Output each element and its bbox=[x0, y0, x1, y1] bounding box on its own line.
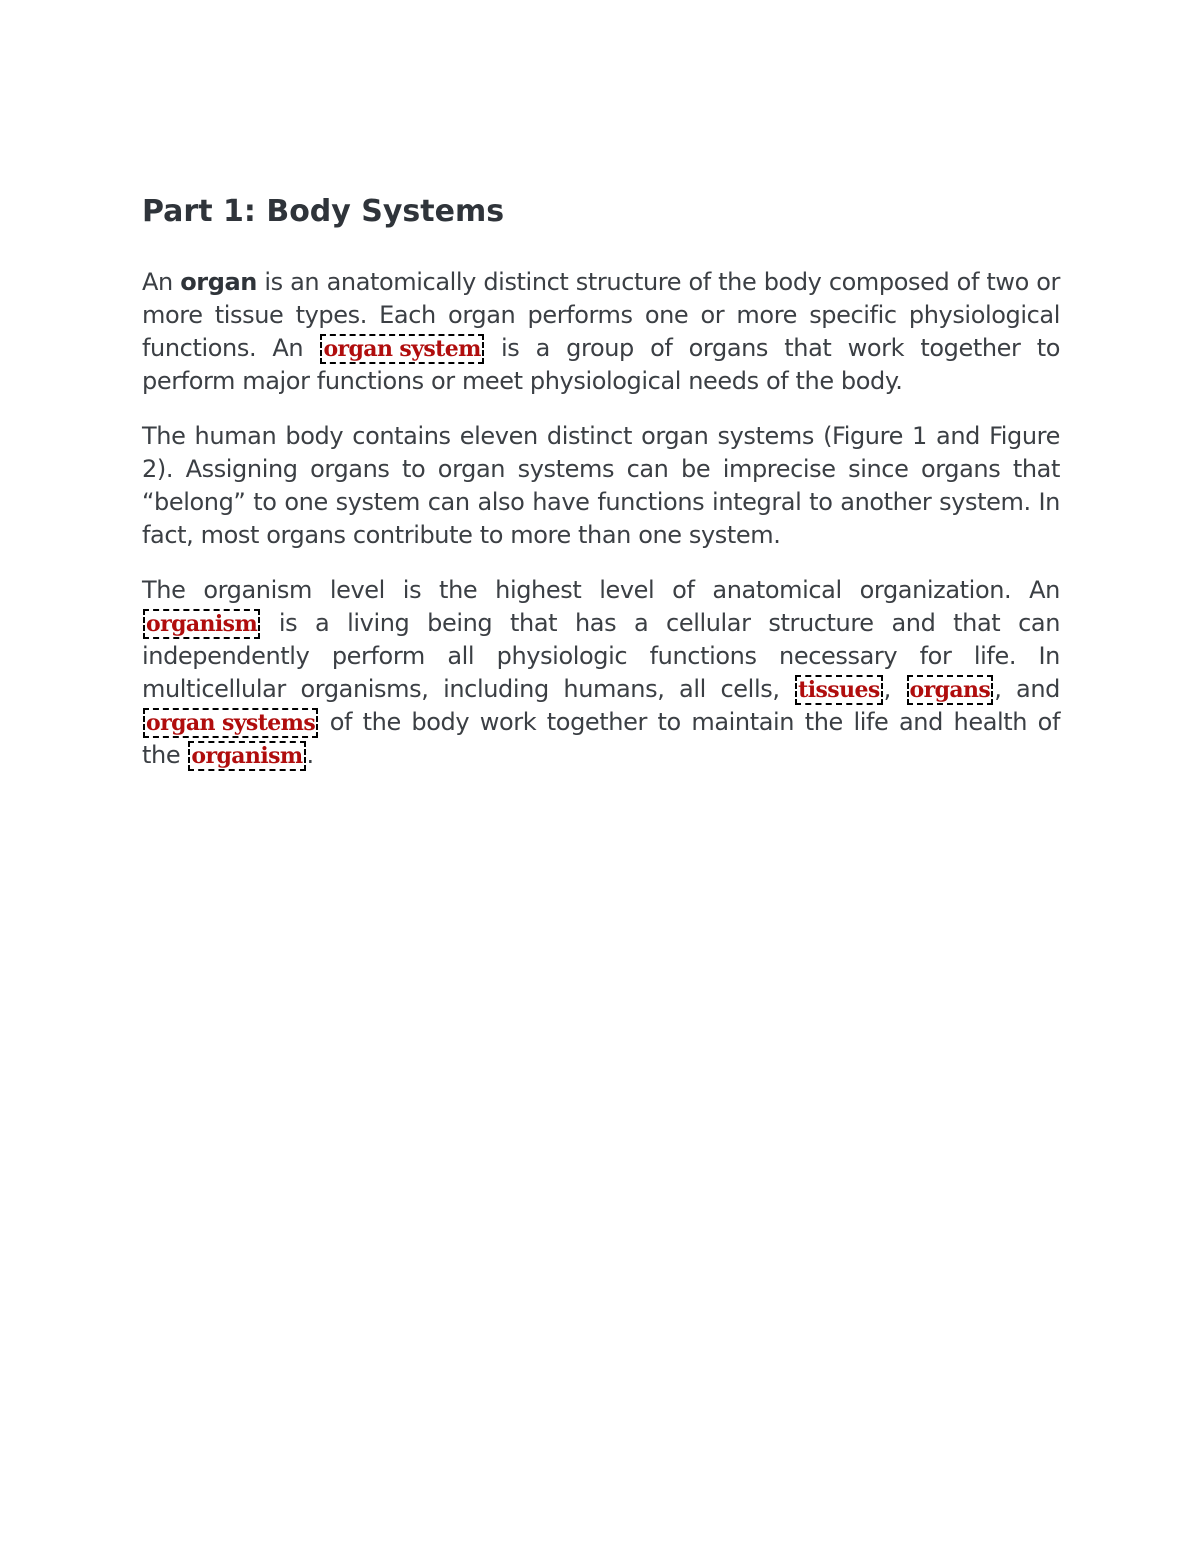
text-segment: An bbox=[142, 268, 181, 296]
highlighted-term-organ-systems[interactable]: organ systems bbox=[143, 708, 318, 738]
text-segment: , and bbox=[994, 675, 1060, 703]
highlighted-term-organs[interactable]: organs bbox=[907, 675, 994, 705]
bold-term-organ: organ bbox=[180, 268, 257, 296]
highlighted-term-tissues[interactable]: tissues bbox=[795, 675, 882, 705]
text-segment: The organism level is the highest level of anatomical organization. An bbox=[142, 576, 1060, 604]
text-segment: is a living being that has a cellular structure and that can independently perform all physiologic functions necessary for life. In multicellular organisms, including humans, all cells, bbox=[142, 609, 1060, 703]
text-segment: of the body work together to maintain the life and health of the bbox=[142, 708, 1060, 769]
text-segment: The human body contains eleven distinct organ systems (Figure 1 and Figure 2). Assigning organs to organ systems can be imprecise since organs that “belong” to one system can also have functions integral to another system. In fact, most organs contribute to more than one system. bbox=[142, 422, 1060, 549]
highlighted-term-organ-system[interactable]: organ system bbox=[320, 334, 483, 364]
text-segment: is a group of organs that work together to perform major functions or meet physiological needs of the body. bbox=[142, 334, 1060, 395]
text-segment: . bbox=[306, 741, 314, 769]
text-segment: , bbox=[883, 675, 906, 703]
paragraph-organism-level bbox=[142, 574, 1060, 772]
text-segment: is an anatomically distinct structure of the body composed of two or more tissue types. Each organ performs one or more specific physiological functions. An bbox=[142, 268, 1061, 362]
highlighted-term-organism-2[interactable]: organism bbox=[188, 741, 305, 771]
paragraph-organ-definition bbox=[142, 266, 1060, 398]
document-page bbox=[142, 190, 1060, 794]
highlighted-term-organism[interactable]: organism bbox=[143, 609, 260, 639]
paragraph-organ-systems bbox=[142, 420, 1060, 552]
section-heading: Part 1: Body Systems bbox=[142, 194, 505, 229]
